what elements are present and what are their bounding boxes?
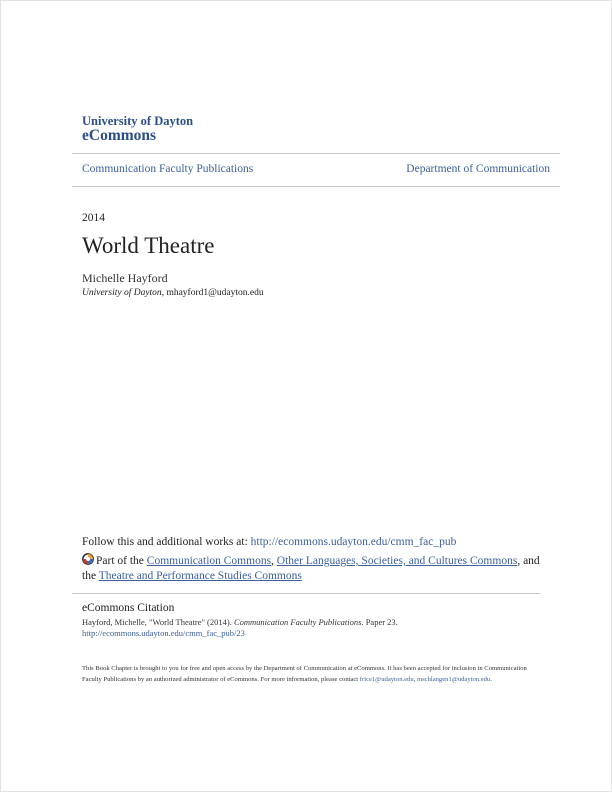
part-of-separator-3: the	[82, 570, 99, 582]
author-affiliation	[82, 287, 264, 299]
communication-commons-link[interactable]: Communication Commons	[146, 555, 272, 567]
citation-series: Communication Faculty Publications	[233, 617, 362, 627]
author-name: Michelle Hayford	[82, 271, 168, 285]
citation-text	[82, 617, 552, 639]
repository-name[interactable]: eCommons	[82, 127, 157, 144]
part-of-separator-1: ,	[271, 555, 277, 567]
languages-societies-cultures-commons-link[interactable]: Other Languages, Societies, and Cultures Commons	[276, 555, 518, 567]
footer-text: This Book Chapter is brought to you for free and open access by the Department of Communication at eCommons. It has been accepted for inclusion in Communication Faculty Publications by an authorized administrator of eCommons. For more information, please contact	[82, 665, 527, 683]
follow-url-link[interactable]: http://ecommons.udayton.edu/cmm_fac_pub	[250, 536, 457, 548]
affiliation-institution: University of Dayton	[82, 288, 162, 298]
citation-plain: Hayford, Michelle, "World Theatre" (2014).	[82, 617, 234, 627]
publication-year: 2014	[82, 212, 105, 224]
footer-separator: ,	[413, 675, 417, 683]
header-divider-top	[72, 153, 560, 154]
citation-suffix: . Paper 23.	[361, 617, 398, 627]
bepress-commons-icon	[82, 553, 94, 565]
footer-note	[82, 664, 530, 685]
series-link[interactable]: Communication Faculty Publications	[82, 163, 254, 175]
follow-line	[82, 535, 456, 549]
follow-prefix: Follow this and additional works at:	[82, 536, 251, 548]
university-name: University of Dayton	[82, 114, 194, 128]
citation-heading: eCommons Citation	[82, 602, 175, 614]
citation-url-link[interactable]: http://ecommons.udayton.edu/cmm_fac_pub/23	[82, 628, 245, 638]
footer-end: .	[490, 675, 492, 683]
theatre-performance-commons-link[interactable]: Theatre and Performance Studies Commons	[98, 570, 302, 582]
citation-divider	[72, 593, 540, 594]
header-divider-bottom	[72, 186, 560, 187]
part-of-prefix: Part of the	[96, 555, 147, 567]
part-of-separator-2: , and	[517, 555, 540, 567]
contact-email-2[interactable]: mschlangen1@udayton.edu	[416, 675, 491, 683]
department-link[interactable]: Department of Communication	[406, 163, 550, 175]
part-of-line	[82, 553, 552, 584]
contact-email-1[interactable]: frice1@udayton.edu	[359, 675, 414, 683]
affiliation-comma: ,	[161, 288, 167, 298]
affiliation-email: mhayford1@udayton.edu	[166, 288, 264, 298]
document-title: World Theatre	[82, 233, 215, 258]
